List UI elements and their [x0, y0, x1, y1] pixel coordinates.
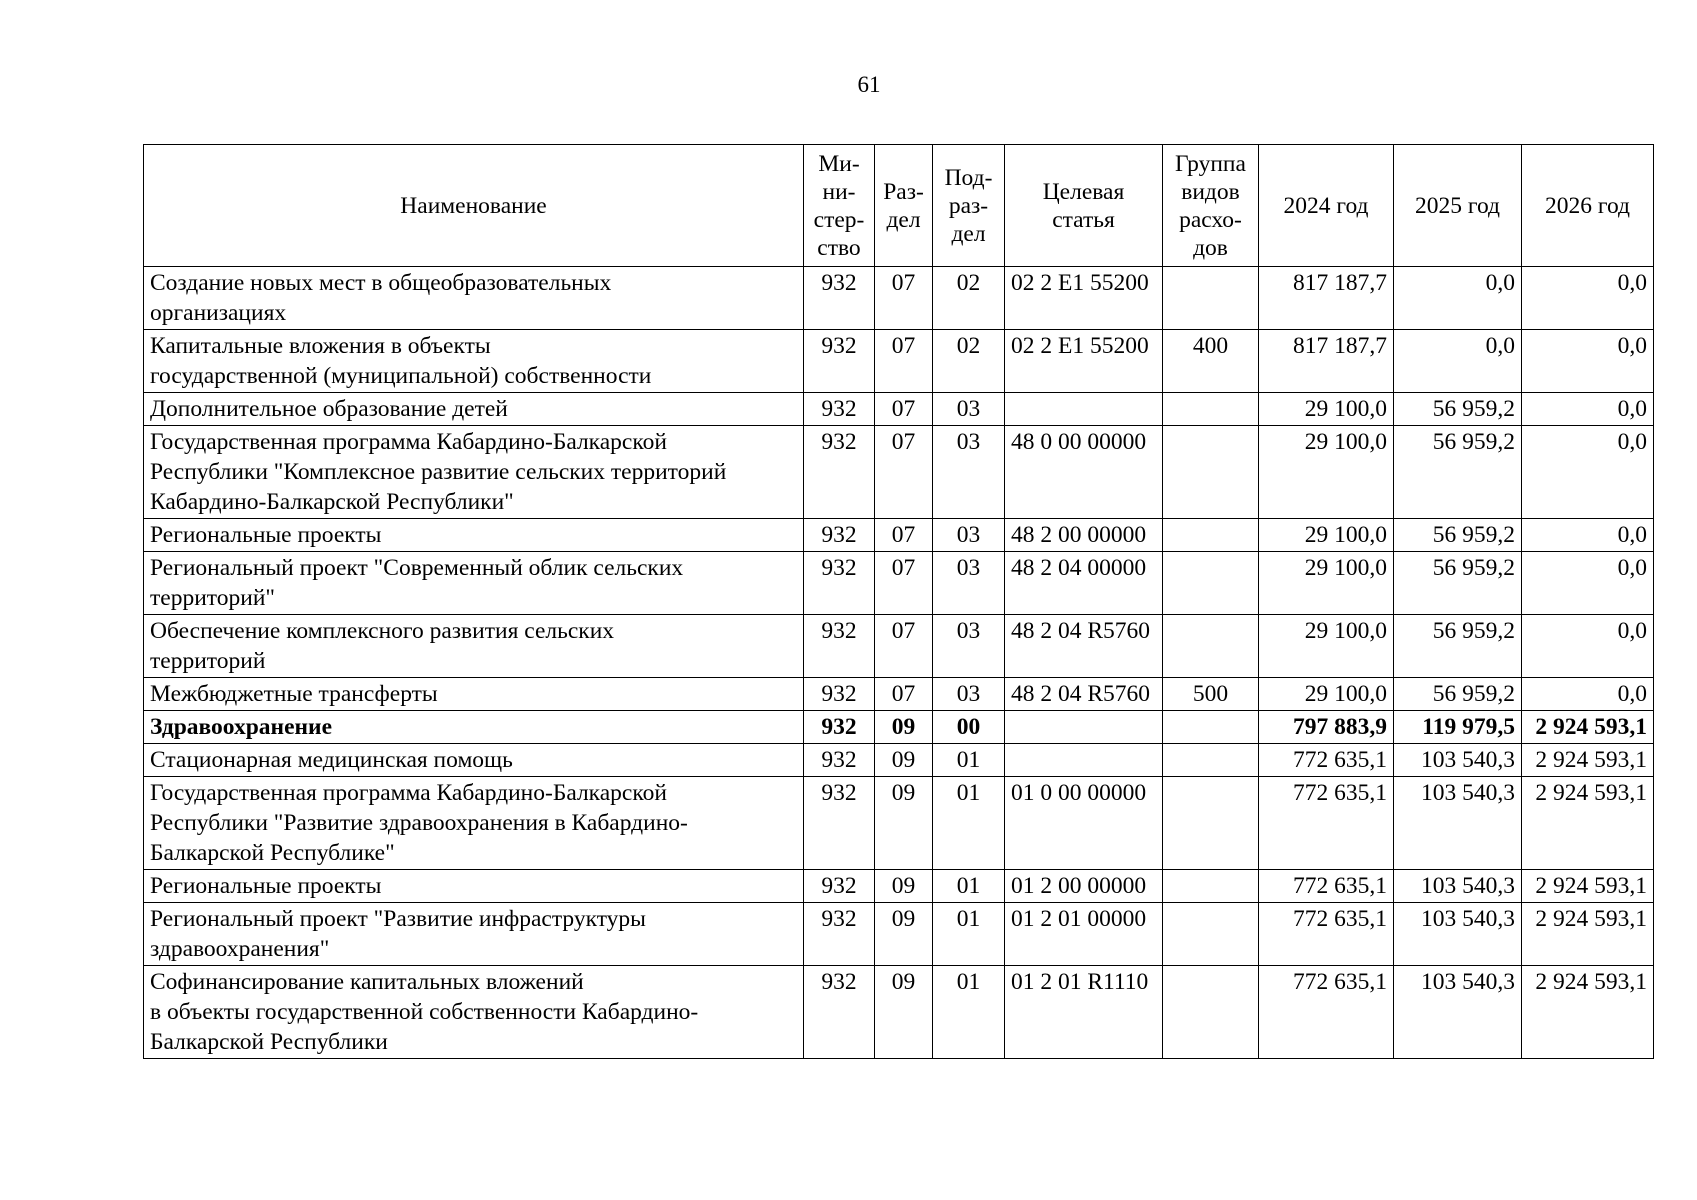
cell-subsection: 00 — [933, 711, 1005, 744]
cell-subsection: 01 — [933, 777, 1005, 870]
cell-2025: 56 959,2 — [1394, 552, 1522, 615]
table-row — [144, 744, 1654, 777]
cell-2026: 0,0 — [1522, 267, 1654, 330]
cell-ministry: 932 — [804, 678, 875, 711]
cell-section: 09 — [875, 777, 933, 870]
cell-2026: 0,0 — [1522, 615, 1654, 678]
cell-ministry: 932 — [804, 552, 875, 615]
cell-2026: 2 924 593,1 — [1522, 711, 1654, 744]
cell-subsection: 03 — [933, 426, 1005, 519]
cell-target — [1005, 744, 1163, 777]
cell-group — [1163, 267, 1259, 330]
cell-name: Региональный проект "Современный облик сельских территорий" — [144, 552, 804, 615]
cell-name: Капитальные вложения в объекты государственной (муниципальной) собственности — [144, 330, 804, 393]
cell-target: 01 2 01 00000 — [1005, 903, 1163, 966]
cell-2026: 2 924 593,1 — [1522, 744, 1654, 777]
cell-ministry: 932 — [804, 903, 875, 966]
cell-ministry: 932 — [804, 777, 875, 870]
cell-2024: 797 883,9 — [1259, 711, 1394, 744]
cell-group — [1163, 711, 1259, 744]
cell-target: 01 2 01 R1110 — [1005, 966, 1163, 1059]
cell-2026: 0,0 — [1522, 678, 1654, 711]
cell-2024: 29 100,0 — [1259, 615, 1394, 678]
cell-target: 48 2 00 00000 — [1005, 519, 1163, 552]
cell-name: Обеспечение комплексного развития сельских территорий — [144, 615, 804, 678]
cell-2026: 0,0 — [1522, 426, 1654, 519]
cell-ministry: 932 — [804, 870, 875, 903]
table-row — [144, 267, 1654, 330]
header-2024: 2024 год — [1259, 145, 1394, 267]
table-row — [144, 393, 1654, 426]
cell-2024: 29 100,0 — [1259, 426, 1394, 519]
cell-name: Стационарная медицинская помощь — [144, 744, 804, 777]
cell-name: Создание новых мест в общеобразовательных организациях — [144, 267, 804, 330]
cell-subsection: 01 — [933, 966, 1005, 1059]
cell-group — [1163, 744, 1259, 777]
cell-section: 07 — [875, 678, 933, 711]
cell-2025: 56 959,2 — [1394, 615, 1522, 678]
cell-2025: 0,0 — [1394, 330, 1522, 393]
cell-2026: 2 924 593,1 — [1522, 966, 1654, 1059]
cell-subsection: 01 — [933, 744, 1005, 777]
cell-2024: 29 100,0 — [1259, 552, 1394, 615]
cell-2025: 119 979,5 — [1394, 711, 1522, 744]
cell-section: 07 — [875, 267, 933, 330]
cell-name: Софинансирование капитальных вложений в объекты государственной собственности Кабардино- Балкарской Республики — [144, 966, 804, 1059]
table-row — [144, 711, 1654, 744]
cell-2025: 103 540,3 — [1394, 903, 1522, 966]
cell-group — [1163, 393, 1259, 426]
cell-name: Государственная программа Кабардино-Балкарской Республики "Комплексное развитие сельских территорий Кабардино-Балкарской Республики" — [144, 426, 804, 519]
cell-2024: 29 100,0 — [1259, 393, 1394, 426]
budget-table — [143, 144, 1654, 1059]
cell-section: 07 — [875, 552, 933, 615]
cell-group — [1163, 777, 1259, 870]
cell-name: Здравоохранение — [144, 711, 804, 744]
cell-subsection: 03 — [933, 519, 1005, 552]
cell-2024: 817 187,7 — [1259, 330, 1394, 393]
header-target: Целевая статья — [1005, 145, 1163, 267]
cell-2024: 772 635,1 — [1259, 777, 1394, 870]
cell-target: 48 2 04 R5760 — [1005, 615, 1163, 678]
cell-name: Региональные проекты — [144, 519, 804, 552]
cell-2026: 0,0 — [1522, 519, 1654, 552]
cell-subsection: 03 — [933, 678, 1005, 711]
cell-name: Межбюджетные трансферты — [144, 678, 804, 711]
table-row — [144, 519, 1654, 552]
cell-2026: 2 924 593,1 — [1522, 777, 1654, 870]
cell-section: 09 — [875, 744, 933, 777]
table-row — [144, 426, 1654, 519]
header-name: Наименование — [144, 145, 804, 267]
cell-group — [1163, 519, 1259, 552]
cell-group — [1163, 903, 1259, 966]
cell-section: 07 — [875, 615, 933, 678]
cell-subsection: 01 — [933, 903, 1005, 966]
cell-name: Государственная программа Кабардино-Балкарской Республики "Развитие здравоохранения в Кабардино- Балкарской Республике" — [144, 777, 804, 870]
cell-group — [1163, 615, 1259, 678]
cell-section: 09 — [875, 870, 933, 903]
table-row — [144, 330, 1654, 393]
cell-group — [1163, 870, 1259, 903]
cell-group — [1163, 552, 1259, 615]
table-body — [144, 267, 1654, 1059]
cell-section: 09 — [875, 903, 933, 966]
cell-2025: 56 959,2 — [1394, 393, 1522, 426]
page-number: 61 — [857, 72, 881, 97]
cell-target — [1005, 393, 1163, 426]
cell-2025: 103 540,3 — [1394, 870, 1522, 903]
table-row — [144, 903, 1654, 966]
cell-subsection: 03 — [933, 552, 1005, 615]
cell-ministry: 932 — [804, 393, 875, 426]
cell-subsection: 03 — [933, 615, 1005, 678]
cell-ministry: 932 — [804, 426, 875, 519]
cell-ministry: 932 — [804, 744, 875, 777]
cell-subsection: 01 — [933, 870, 1005, 903]
header-2025: 2025 год — [1394, 145, 1522, 267]
cell-name: Региональные проекты — [144, 870, 804, 903]
cell-target: 48 2 04 R5760 — [1005, 678, 1163, 711]
cell-2024: 817 187,7 — [1259, 267, 1394, 330]
cell-ministry: 932 — [804, 615, 875, 678]
table-row — [144, 870, 1654, 903]
cell-2026: 0,0 — [1522, 552, 1654, 615]
cell-2025: 103 540,3 — [1394, 777, 1522, 870]
table-row — [144, 966, 1654, 1059]
cell-ministry: 932 — [804, 966, 875, 1059]
cell-section: 07 — [875, 426, 933, 519]
cell-section: 07 — [875, 393, 933, 426]
header-2026: 2026 год — [1522, 145, 1654, 267]
cell-group: 500 — [1163, 678, 1259, 711]
cell-subsection: 02 — [933, 330, 1005, 393]
cell-target: 48 0 00 00000 — [1005, 426, 1163, 519]
cell-2025: 103 540,3 — [1394, 966, 1522, 1059]
cell-group — [1163, 966, 1259, 1059]
cell-ministry: 932 — [804, 711, 875, 744]
header-ministry: Ми- ни- стер- ство — [804, 145, 875, 267]
cell-2026: 0,0 — [1522, 393, 1654, 426]
cell-section: 07 — [875, 330, 933, 393]
cell-2025: 56 959,2 — [1394, 426, 1522, 519]
cell-ministry: 932 — [804, 267, 875, 330]
cell-group: 400 — [1163, 330, 1259, 393]
table-header-row — [144, 145, 1654, 267]
cell-target: 01 2 00 00000 — [1005, 870, 1163, 903]
cell-target: 02 2 E1 55200 — [1005, 330, 1163, 393]
cell-2024: 772 635,1 — [1259, 966, 1394, 1059]
cell-group — [1163, 426, 1259, 519]
cell-target: 01 0 00 00000 — [1005, 777, 1163, 870]
cell-section: 07 — [875, 519, 933, 552]
cell-2025: 56 959,2 — [1394, 678, 1522, 711]
table-row — [144, 552, 1654, 615]
cell-2025: 103 540,3 — [1394, 744, 1522, 777]
cell-2025: 0,0 — [1394, 267, 1522, 330]
cell-target: 02 2 E1 55200 — [1005, 267, 1163, 330]
table-row — [144, 615, 1654, 678]
cell-section: 09 — [875, 966, 933, 1059]
cell-ministry: 932 — [804, 330, 875, 393]
cell-2024: 772 635,1 — [1259, 903, 1394, 966]
header-section: Раз- дел — [875, 145, 933, 267]
cell-2026: 0,0 — [1522, 330, 1654, 393]
table-row — [144, 678, 1654, 711]
cell-2024: 29 100,0 — [1259, 678, 1394, 711]
cell-2026: 2 924 593,1 — [1522, 870, 1654, 903]
cell-subsection: 02 — [933, 267, 1005, 330]
table-row — [144, 777, 1654, 870]
cell-ministry: 932 — [804, 519, 875, 552]
cell-subsection: 03 — [933, 393, 1005, 426]
cell-target: 48 2 04 00000 — [1005, 552, 1163, 615]
cell-2024: 772 635,1 — [1259, 870, 1394, 903]
cell-section: 09 — [875, 711, 933, 744]
cell-target — [1005, 711, 1163, 744]
cell-2024: 772 635,1 — [1259, 744, 1394, 777]
cell-name: Дополнительное образование детей — [144, 393, 804, 426]
cell-2026: 2 924 593,1 — [1522, 903, 1654, 966]
cell-2024: 29 100,0 — [1259, 519, 1394, 552]
cell-2025: 56 959,2 — [1394, 519, 1522, 552]
header-subsection: Под- раз- дел — [933, 145, 1005, 267]
header-group: Группа видов расхо- дов — [1163, 145, 1259, 267]
cell-name: Региональный проект "Развитие инфраструктуры здравоохранения" — [144, 903, 804, 966]
